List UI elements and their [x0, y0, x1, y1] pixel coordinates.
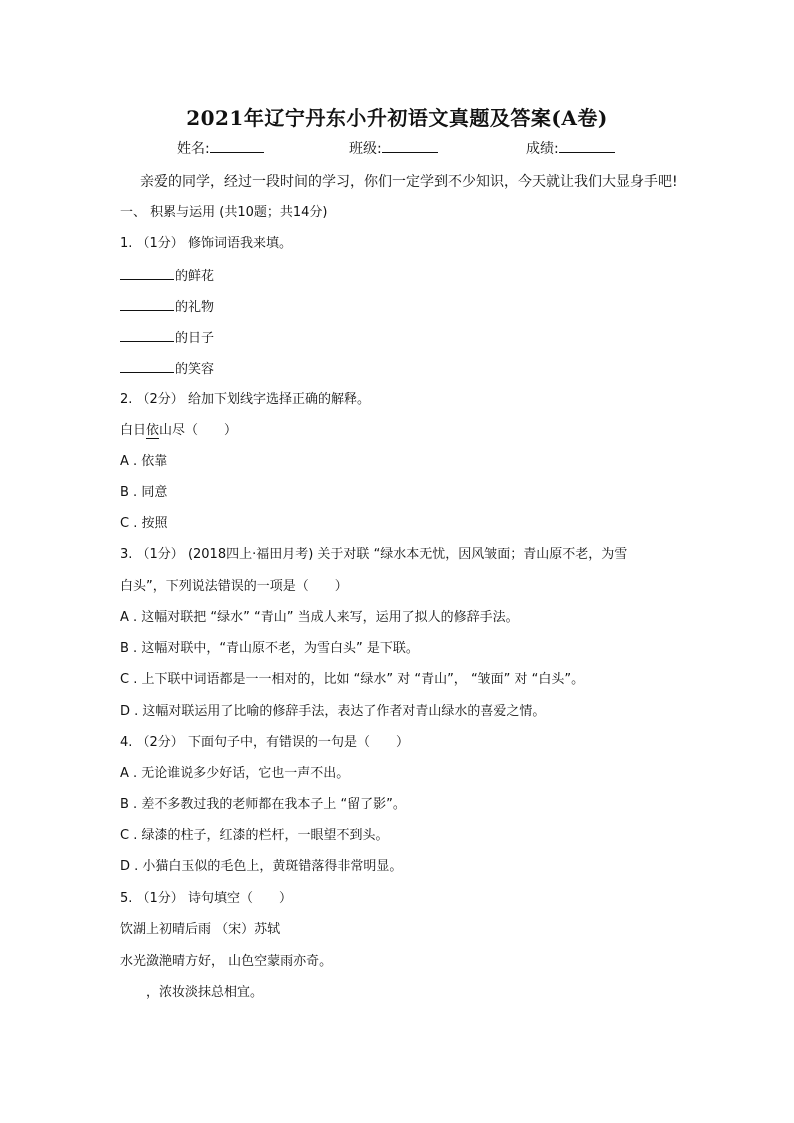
intro-text: 亲爱的同学，经过一段时间的学习，你们一定学到不少知识，今天就让我们大显身手吧!: [140, 174, 678, 190]
q1-item: 的笑容: [120, 358, 214, 380]
q4-option-c: C . 绿漆的柱子，红漆的栏杆，一眼望不到头。: [120, 828, 389, 843]
q2-line: 白日依山尽（ ）: [120, 423, 238, 438]
q4-option-a: A . 无论谁说多少好话，它也一声不出。: [120, 766, 350, 781]
q3-stem-line1: 3. （1分） (2018四上·福田月考) 关于对联 “绿水本无忧，因风皱面；青山原不老，为雪: [120, 547, 628, 562]
q3-option-b: B . 这幅对联中，“青山原不老，为雪白头” 是下联。: [120, 641, 419, 656]
q1-item: 的礼物: [120, 296, 214, 318]
q4-option-d: D . 小猫白玉似的毛色上，黄斑错落得非常明显。: [120, 859, 403, 874]
score-blank: [559, 138, 615, 153]
q1-stem: 1. （1分） 修饰词语我来填。: [120, 236, 292, 251]
page-title: 2021年辽宁丹东小升初语文真题及答案(A卷): [186, 106, 608, 130]
underlined-char: 依: [146, 423, 160, 438]
class-field: [349, 138, 438, 159]
q3-option-d: D . 这幅对联运用了比喻的修辞手法，表达了作者对青山绿水的喜爱之情。: [120, 704, 546, 719]
q2-option-c: C . 按照: [120, 516, 168, 531]
q1-item: 的鲜花: [120, 265, 214, 287]
q1-item: 的日子: [120, 327, 214, 349]
q2-option-b: B . 同意: [120, 485, 168, 500]
q3-option-c: C . 上下联中词语都是一一相对的，比如 “绿水” 对 “青山”， “皱面” 对 “白头”。: [120, 672, 585, 687]
fill-blank: [120, 265, 174, 280]
q5-stem: 5. （1分） 诗句填空（ ）: [120, 891, 292, 906]
q3-stem-line2: 白头”，下列说法错误的一项是（ ）: [120, 579, 348, 594]
class-blank: [382, 138, 438, 153]
q5-poem-line2: ，浓妆淡抹总相宜。: [146, 985, 264, 1000]
q5-poem-line1: 水光潋滟晴方好， 山色空蒙雨亦奇。: [120, 954, 333, 969]
fill-blank: [120, 327, 174, 342]
name-blank: [210, 138, 264, 153]
q3-option-a: A . 这幅对联把 “绿水” “青山” 当成人来写，运用了拟人的修辞手法。: [120, 610, 519, 625]
section-heading: 一、 积累与运用 (共10题；共14分): [120, 205, 328, 220]
class-label: 班级:: [349, 141, 382, 157]
q4-option-b: B . 差不多教过我的老师都在我本子上 “留了影”。: [120, 797, 406, 812]
name-label: 姓名:: [177, 141, 210, 157]
fill-blank: [120, 358, 174, 373]
score-field: [526, 138, 615, 159]
name-field: [177, 138, 264, 159]
q2-option-a: A . 依靠: [120, 454, 168, 469]
q5-poem-title: 饮湖上初晴后雨 （宋）苏轼: [120, 922, 281, 937]
score-label: 成绩:: [526, 141, 559, 157]
q4-stem: 4. （2分） 下面句子中，有错误的一句是（ ）: [120, 735, 409, 750]
q2-stem: 2. （2分） 给加下划线字选择正确的解释。: [120, 392, 370, 407]
fill-blank: [120, 296, 174, 311]
